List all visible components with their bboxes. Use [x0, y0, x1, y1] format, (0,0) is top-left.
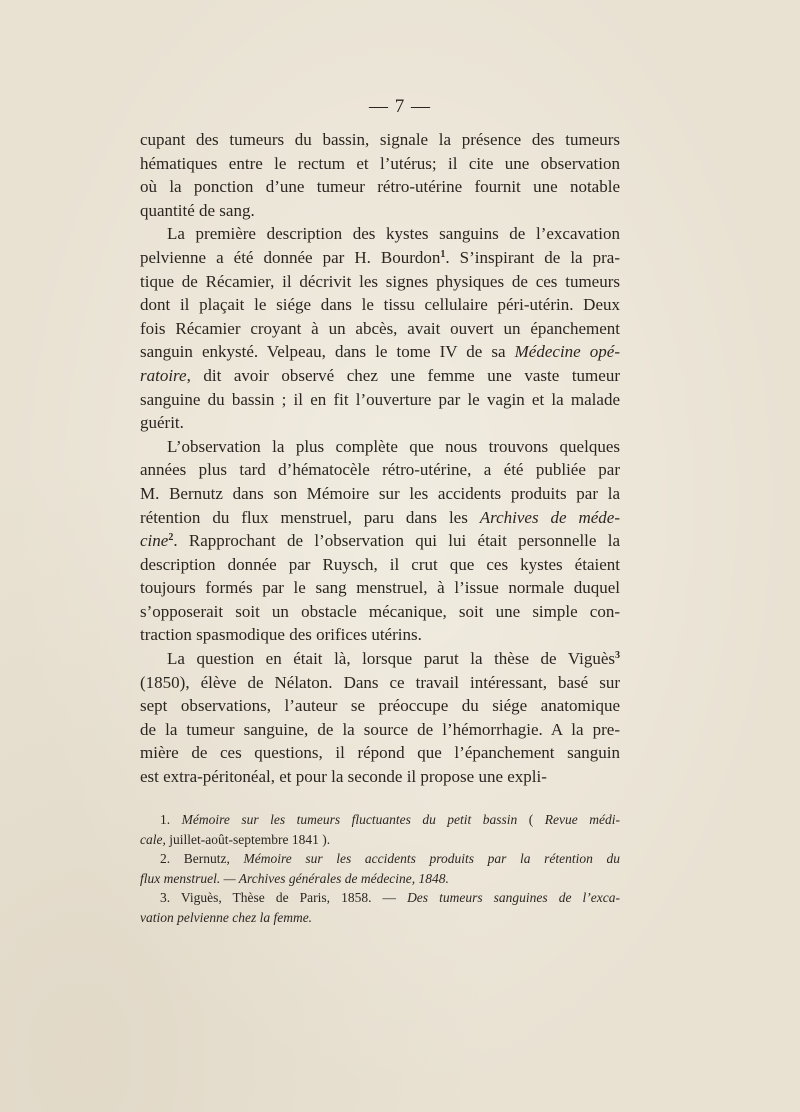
text-run: rétention du flux menstruel, paru dans les [140, 507, 480, 527]
text-line [140, 199, 620, 223]
text-run: M. Bernutz dans son Mémoire sur les accidents produits par la [140, 483, 620, 503]
text-line [140, 718, 620, 742]
footnote-line [140, 908, 620, 928]
italic-text: cale, [140, 831, 166, 847]
text-run: L’observation la plus complète que nous trouvons quelques [167, 436, 620, 456]
footnote [140, 810, 620, 849]
text-run: hématiques entre le rectum et l’utérus; il cite une observation [140, 153, 620, 173]
paragraph [140, 435, 620, 647]
text-run: s’opposerait soit un obstacle mécanique, soit une simple con- [140, 601, 620, 621]
text-line [140, 411, 620, 435]
text-run: , dit avoir observé chez une femme une vaste tumeur [186, 365, 620, 385]
italic-text: Mémoire sur les accidents produits par la rétention du [243, 851, 620, 866]
text-run: sanguin enkysté. Velpeau, dans le tome IV de sa [140, 342, 515, 362]
footnote-line [140, 888, 620, 908]
text-line [140, 765, 620, 789]
text-run: 1. [160, 812, 182, 827]
footnotes [140, 810, 620, 927]
text-line [140, 600, 620, 624]
paragraph [140, 222, 620, 434]
italic-text: Archives de méde- [479, 507, 620, 527]
text-run: traction spasmodique des orifices utérins. [140, 625, 422, 645]
text-line [140, 694, 620, 718]
text-line [140, 388, 620, 412]
footnote-marker: 2 [168, 532, 174, 544]
text-line [140, 623, 620, 647]
text-run: est extra-péritonéal, et pour la seconde il propose une expli- [140, 767, 547, 787]
footnote-line [140, 869, 620, 889]
footnote-marker: 3 [615, 650, 620, 662]
text-line [140, 435, 620, 459]
text-run: toujours formés par le sang menstruel, à l’issue normale duquel [140, 578, 620, 598]
italic-text: Mémoire sur les tumeurs fluctuantes du petit bassin [181, 812, 518, 827]
italic-text: Médecine opé- [514, 342, 620, 362]
text-run: 3. Viguès, Thèse de Paris, 1858. — [160, 890, 408, 905]
text-line [140, 458, 620, 482]
text-run: description donnée par Ruysch, il crut que ces kystes étaient [140, 554, 620, 574]
text-line [140, 175, 620, 199]
text-line [140, 128, 620, 152]
text-run: . S’inspirant de la pra- [445, 247, 620, 267]
text-line [140, 317, 620, 341]
text-run: pelvienne a été donnée par H. Bourdon [140, 247, 441, 267]
text-line [140, 152, 620, 176]
page-number: — 7 — [369, 96, 431, 117]
italic-text: vation pelvienne chez la femme. [140, 909, 313, 925]
text-line [140, 340, 620, 364]
text-run: ( [517, 812, 545, 827]
text-run: cupant des tumeurs du bassin, signale la présence des tumeurs [140, 130, 620, 149]
text-line [140, 222, 620, 246]
text-line [140, 553, 620, 577]
text-line [140, 270, 620, 294]
footnote [140, 888, 620, 927]
text-line [140, 741, 620, 765]
text-run: de la tumeur sanguine, de la source de l’hémorrhagie. A la pre- [140, 719, 620, 739]
text-line [140, 364, 620, 388]
text-run: tique de Récamier, il décrivit les signes physiques de ces tumeurs [140, 271, 620, 291]
text-run: fois Récamier croyant à un abcès, avait ouvert un épanchement [140, 318, 620, 338]
text-run: 2. Bernutz, [160, 851, 244, 866]
text-run: La question en était là, lorsque parut la thèse de Viguès [167, 649, 615, 669]
text-run: quantité de sang. [140, 200, 255, 220]
text-line [140, 506, 620, 530]
body-text [140, 128, 620, 789]
text-run: La première description des kystes sanguins de l’excavation [167, 224, 620, 244]
text-run: dont il plaçait le siége dans le tissu cellulaire péri-utérin. Deux [140, 295, 620, 315]
text-run: sept observations, l’auteur se préoccupe du siége anatomique [140, 696, 620, 716]
text-line [140, 576, 620, 600]
text-run: années plus tard d’hématocèle rétro-utérine, a été publiée par [140, 460, 620, 480]
text-line [140, 482, 620, 506]
text-run: juillet-août-septembre 1841 ). [165, 831, 331, 847]
paragraph [140, 128, 620, 222]
footnote-line [140, 830, 620, 850]
text-run: guérit. [140, 413, 184, 433]
text-line [140, 529, 620, 553]
italic-text: Revue médi- [544, 812, 620, 827]
text-run: mière de ces questions, il répond que l’épanchement sanguin [140, 743, 620, 763]
paragraph [140, 647, 620, 789]
italic-text: flux menstruel. — Archives générales de médecine, 1848. [140, 870, 449, 886]
text-run: (1850), élève de Nélaton. Dans ce travail intéressant, basé sur [140, 672, 620, 692]
footnote [140, 849, 620, 888]
text-run: sanguine du bassin ; il en fit l’ouverture par le vagin et la malade [140, 389, 620, 409]
footnote-line [140, 849, 620, 869]
text-line [140, 293, 620, 317]
italic-text: ratoire [140, 365, 187, 385]
footnote-line [140, 810, 620, 830]
text-run: . Rapprochant de l’observation qui lui était personnelle la [173, 531, 620, 551]
text-run: où la ponction d’une tumeur rétro-utérine fournit une notable [140, 177, 620, 197]
text-line [140, 671, 620, 695]
text-line [140, 246, 620, 270]
text-line [140, 647, 620, 671]
italic-text: Des tumeurs sanguines de l’exca- [407, 890, 620, 905]
italic-text: cine [140, 531, 169, 551]
footnote-marker: 1 [440, 248, 446, 260]
